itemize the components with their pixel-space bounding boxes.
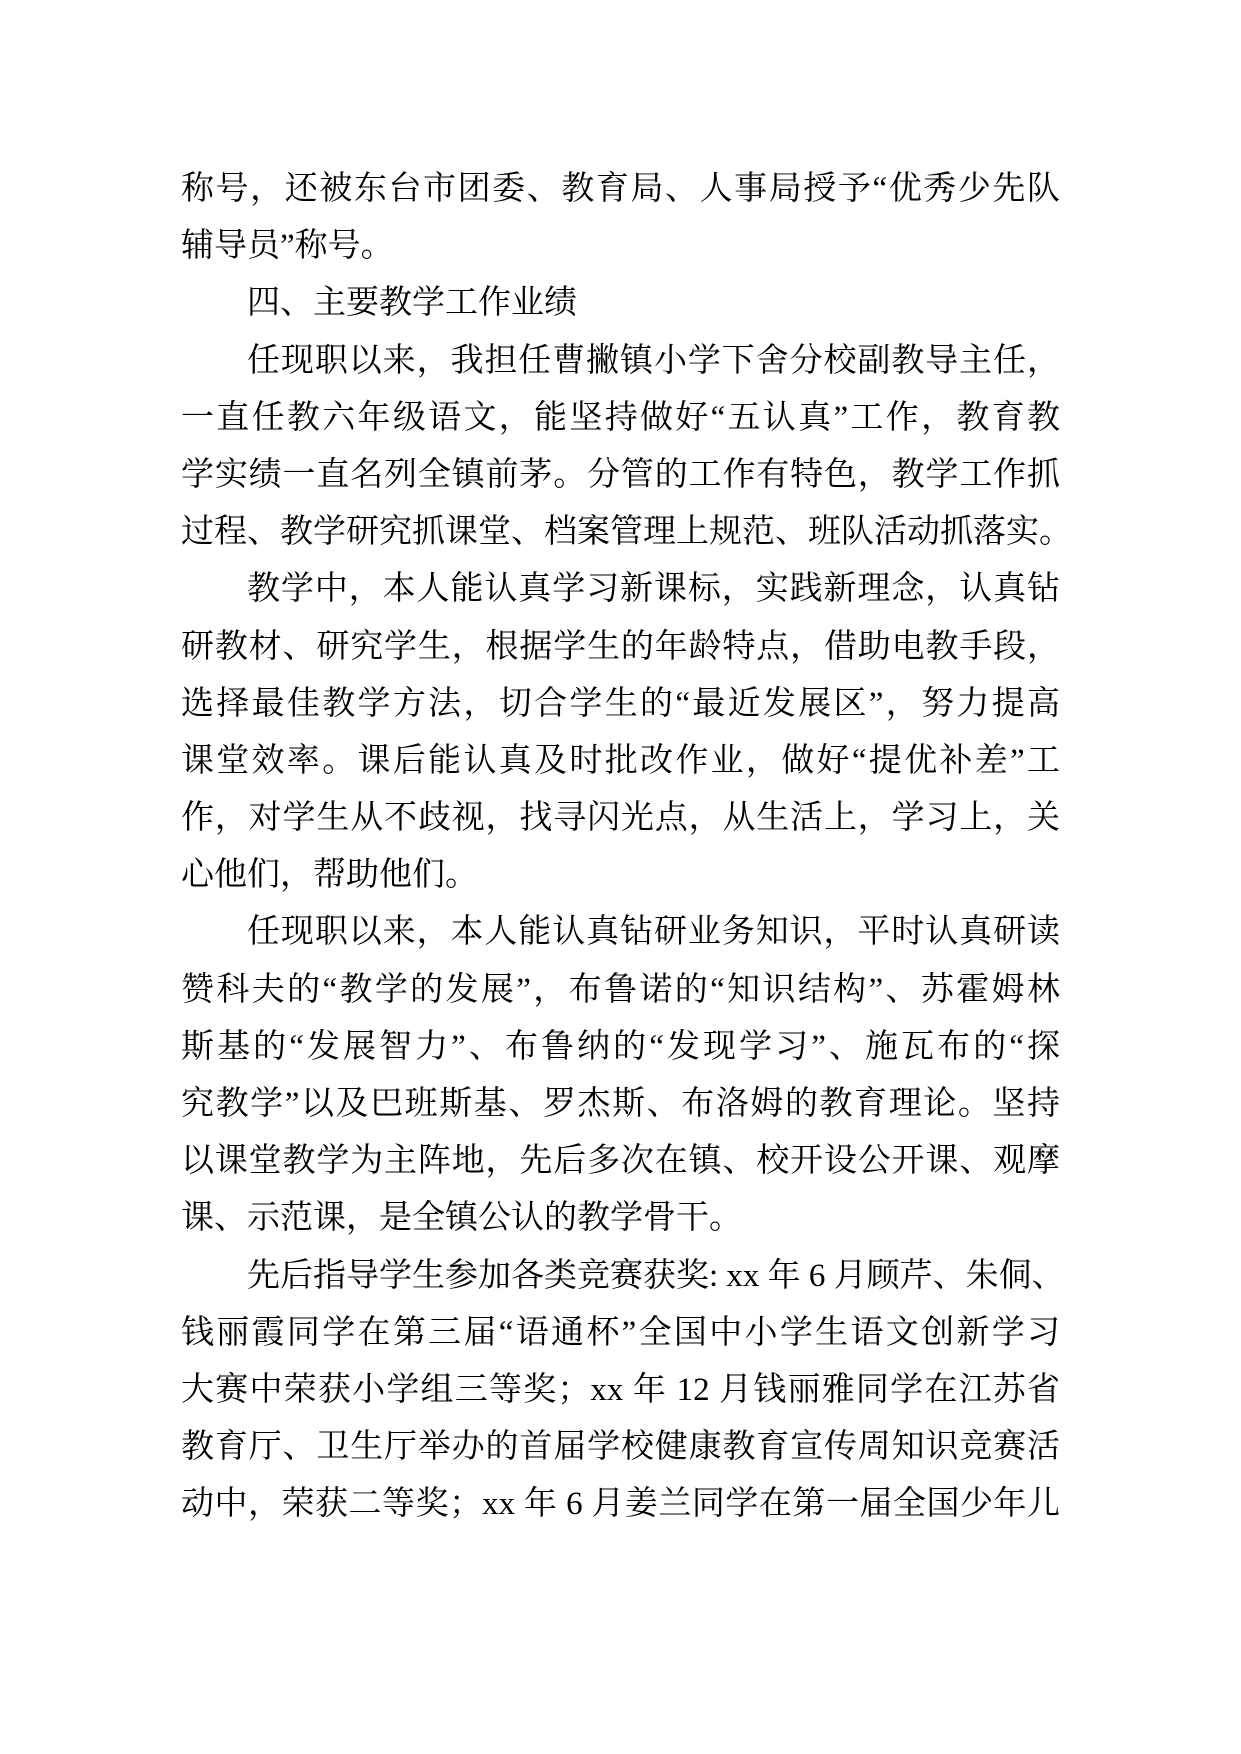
text-line: 作，对学生从不歧视，找寻闪光点，从生活上，学习上，关	[181, 800, 1060, 837]
text-line: 学实绩一直名列全镇前茅。分管的工作有特色，教学工作抓	[181, 456, 1060, 493]
text-line: 教育厅、卫生厅举办的首届学校健康教育宣传周知识竞赛活	[181, 1429, 1060, 1466]
text-line: 究教学”以及巴班斯基、罗杰斯、布洛姆的教育理论。坚持	[181, 1086, 1060, 1122]
text-line: 课堂效率。课后能认真及时批改作业，做好“提优补差”工	[181, 742, 1060, 779]
text-line: 先后指导学生参加各类竞赛获奖: xx 年 6 月顾芹、朱侗、	[247, 1257, 1065, 1294]
text-line: 心他们，帮助他们。	[181, 857, 478, 894]
text-content	[181, 161, 1072, 1534]
text-line: 四、主要教学工作业绩	[247, 285, 577, 322]
text-line: 课、示范课，是全镇公认的教学骨干。	[181, 1200, 742, 1237]
text-line: 过程、教学研究抓课堂、档案管理上规范、班队活动抓落实。	[181, 514, 1072, 551]
text-line: 教学中，本人能认真学习新课标，实践新理念，认真钻	[247, 571, 1060, 608]
text-line: 研教材、研究学生，根据学生的年龄特点，借助电教手段，	[181, 628, 1060, 665]
text-line: 一直任教六年级语文，能坚持做好“五认真”工作，教育教	[181, 399, 1060, 436]
text-line: 大赛中荣获小学组三等奖；xx 年 12 月钱丽雅同学在江苏省	[181, 1371, 1060, 1408]
text-line: 动中，荣获二等奖；xx 年 6 月姜兰同学在第一届全国少年儿	[181, 1486, 1060, 1523]
text-line: 任现职以来，我担任曹撇镇小学下舍分校副教导主任，	[247, 342, 1060, 379]
text-line: 任现职以来，本人能认真钻研业务知识，平时认真研读	[247, 914, 1060, 951]
text-line: 选择最佳教学方法，切合学生的“最近发展区”，努力提高	[181, 685, 1060, 722]
text-line: 赞科夫的“教学的发展”，布鲁诺的“知识结构”、苏霍姆林	[181, 971, 1060, 1008]
text-line: 钱丽霞同学在第三届“语通杯”全国中小学生语文创新学习	[181, 1314, 1060, 1351]
text-line: 称号，还被东台市团委、教育局、人事局授予“优秀少先队	[181, 171, 1060, 207]
text-line: 以课堂教学为主阵地，先后多次在镇、校开设公开课、观摩	[181, 1143, 1060, 1180]
text-line: 辅导员”称号。	[181, 228, 394, 265]
text-line: 斯基的“发展智力”、布鲁纳的“发现学习”、施瓦布的“探	[181, 1028, 1060, 1065]
